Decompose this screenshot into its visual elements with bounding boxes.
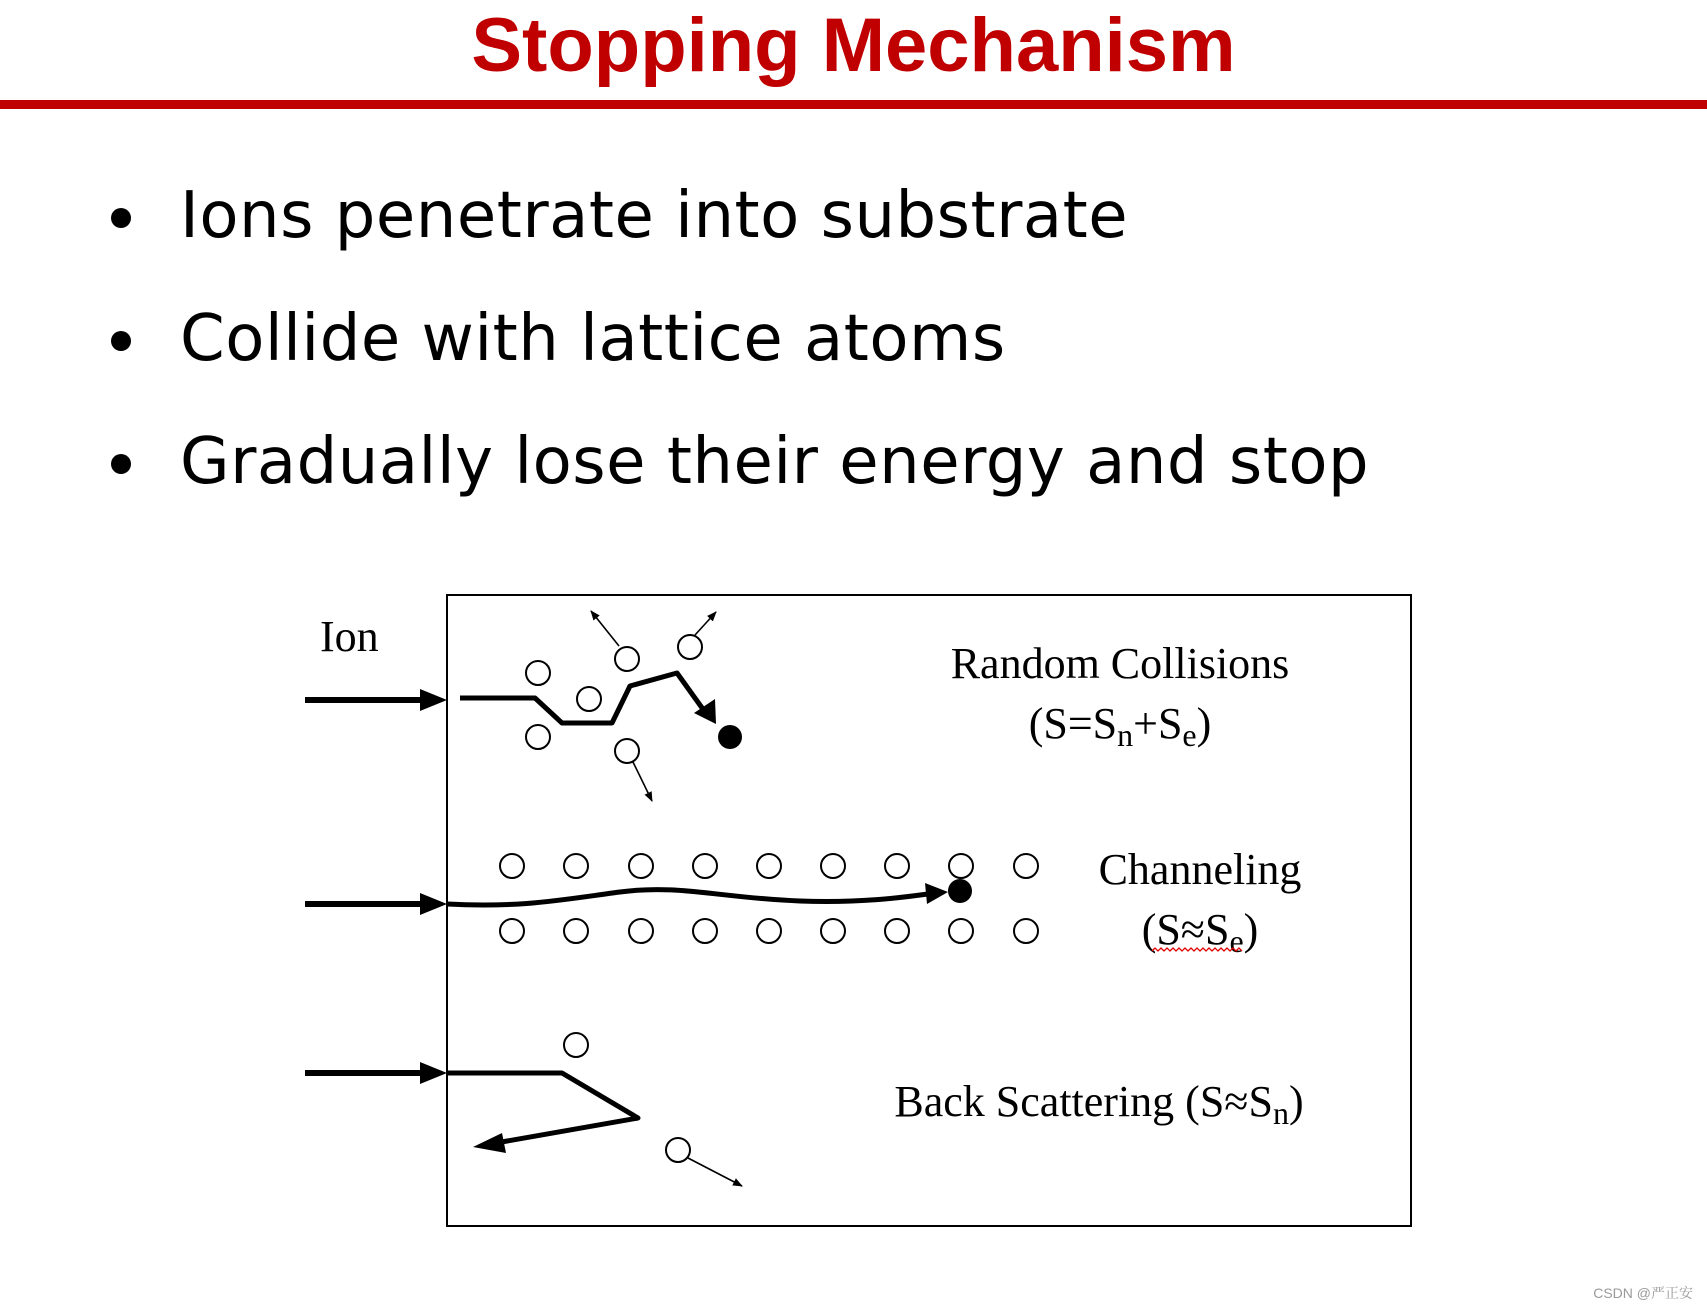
lattice-atoms-channel-bottom [500, 919, 1038, 943]
incoming-ion-arrow-backscatter [305, 1062, 447, 1084]
back-scattering-label: Back Scattering (S≈Sn) [894, 1077, 1304, 1131]
backscatter-path [447, 1073, 638, 1153]
channeling-label: Channeling [1098, 845, 1302, 894]
stopped-ion-icon [718, 725, 742, 749]
lattice-atoms-channel-top [500, 854, 1038, 878]
ion-label: Ion [320, 612, 379, 661]
bullet-text: Collide with lattice atoms [180, 302, 1006, 376]
lattice-atom-backscatter-top [564, 1033, 588, 1057]
channeling-path [447, 883, 948, 905]
lattice-atom-backscatter-bottom [666, 1138, 690, 1162]
lattice-atoms-random [526, 635, 702, 763]
incoming-ion-arrow-random [305, 689, 447, 711]
recoil-arrows [591, 611, 716, 801]
watermark: CSDN @严正安 [1593, 1285, 1693, 1301]
random-collisions-formula: (S=Sn+Se) [1028, 699, 1212, 753]
bullet-text: Ions penetrate into substrate [180, 179, 1129, 253]
random-collision-path [460, 673, 716, 724]
slide-title: Stopping Mechanism [471, 3, 1236, 88]
channeling-formula: (S≈Se) [1141, 905, 1259, 959]
diagram-frame [447, 595, 1411, 1226]
channeled-ion-icon [948, 879, 972, 903]
backscatter-recoil-arrow [688, 1158, 742, 1186]
bullet-text: Gradually lose their energy and stop [180, 425, 1370, 499]
random-collisions-label: Random Collisions [950, 639, 1290, 688]
incoming-ion-arrow-channeling [305, 893, 447, 915]
